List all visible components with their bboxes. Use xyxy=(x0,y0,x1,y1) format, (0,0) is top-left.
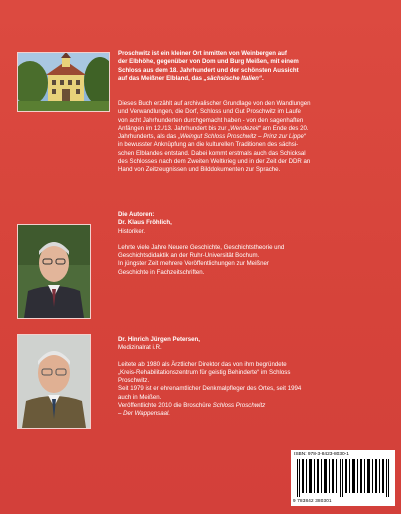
author-2-bio-7: – Der Wappensaal. xyxy=(118,410,171,418)
author-2-bio-2: „Kreis-Rehabilitationszentrum für geistig Behinderte“ im Schloss xyxy=(118,368,291,376)
desc-line-8: des Schlosses nach dem Zweiten Weltkrieg und in der Zeit der DDR an xyxy=(118,158,311,166)
desc-line-4-suffix: am Ende des 20. xyxy=(260,124,309,132)
intro-line-4 xyxy=(118,75,398,83)
author-1-name: Dr. Klaus Fröhlich, xyxy=(118,219,172,227)
desc-line-4 xyxy=(118,125,398,133)
desc-line-9: Hand von Zeitzeugnissen und Bilddokumenten zur Sprache. xyxy=(118,166,281,174)
intro-line-2: der Elbhöhe, gegenüber von Dom und Burg Meißen, mit einem xyxy=(118,58,299,66)
desc-line-5 xyxy=(118,133,398,141)
author-2-bio-3: Proschwitz. xyxy=(118,377,150,385)
isbn-text: ISBN: 978-3-8423-8030-1 xyxy=(294,452,349,457)
intro-line-4-suffix: . xyxy=(261,74,264,82)
author-2-bio-1: Leitete ab 1980 als Ärztlicher Direktor das von ihm begründete xyxy=(118,360,287,368)
author-2-bio-4: Seit 1979 ist er ehrenamtlicher Denkmalpfleger des Ortes, seit 1994 xyxy=(118,385,302,393)
desc-line-3: von acht Jahrhunderten durchgemacht haben - von den sagenhaften xyxy=(118,116,304,124)
desc-line-7: schen Elblandes entstand. Dabei kommt erstmals auch das Schicksal xyxy=(118,149,306,157)
desc-line-4-prefix: Anfängen im 12./13. Jahrhundert bis zur xyxy=(118,124,229,132)
intro-paragraph xyxy=(118,50,398,83)
intro-line-3: Schloss aus dem 18. Jahrhundert und der schönsten Aussicht xyxy=(118,66,299,74)
desc-line-2: und Verwandlungen, die Dorf, Schloss und Gut Proschwitz im Laufe xyxy=(118,108,301,116)
author-1-bio-4: Geschichte in Fachzeitschriften. xyxy=(118,268,205,276)
intro-line-4-italic: „sächsische Italien“ xyxy=(203,74,262,82)
authors-heading: Die Autoren: xyxy=(118,211,155,218)
desc-line-4-italic: „Wendezeit“ xyxy=(228,124,261,132)
barcode-digits: 9 783842 380301 xyxy=(293,498,332,503)
author-2-bio-6-italic: Schloss Proschwitz xyxy=(212,402,266,410)
desc-line-6: in bewusster Anknüpfung an die kulturellen Traditionen des sächsi- xyxy=(118,141,299,149)
desc-line-5-italic: „Weingut Schloss Proschwitz – Prinz zur Lippe“ xyxy=(177,133,306,141)
author-1-role: Historiker. xyxy=(118,227,146,235)
desc-line-5-prefix: Jahrhunderts, als das xyxy=(118,133,178,141)
barcode-icon xyxy=(297,459,391,497)
author-2-bio-6 xyxy=(118,402,398,410)
intro-line-4-prefix: auf das Meißner Elbland, das xyxy=(118,74,204,82)
author-2-bio-5: auch in Meißen. xyxy=(118,393,162,401)
book-description xyxy=(118,100,398,175)
author-2-role: Medizinalrat i.R. xyxy=(118,344,162,352)
castle-photo xyxy=(17,52,110,112)
author-2-photo xyxy=(17,334,91,429)
author-1-bio-2: Geschichtsdidaktik an der Ruhr-Universität Bochum. xyxy=(118,252,260,260)
author-1-photo xyxy=(17,224,91,319)
desc-line-1: Dieses Buch erzählt auf archivalischer Grundlage von den Wandlungen xyxy=(118,100,311,107)
author-1-bio-3: In jüngster Zeit mehrere Veröffentlichungen zur Meißner xyxy=(118,260,269,268)
author-1-bio-1: Lehrte viele Jahre Neuere Geschichte, Geschichtstheorie und xyxy=(118,243,285,251)
author-2-name: Dr. Hinrich Jürgen Petersen, xyxy=(118,336,200,343)
author-2-bio-6-text: Veröffentlichte 2010 die Broschüre xyxy=(118,402,213,410)
author-2-block xyxy=(118,336,398,419)
author-1-block xyxy=(118,211,398,277)
intro-line-1: Proschwitz ist ein kleiner Ort inmitten von Weinbergen auf xyxy=(118,50,287,57)
